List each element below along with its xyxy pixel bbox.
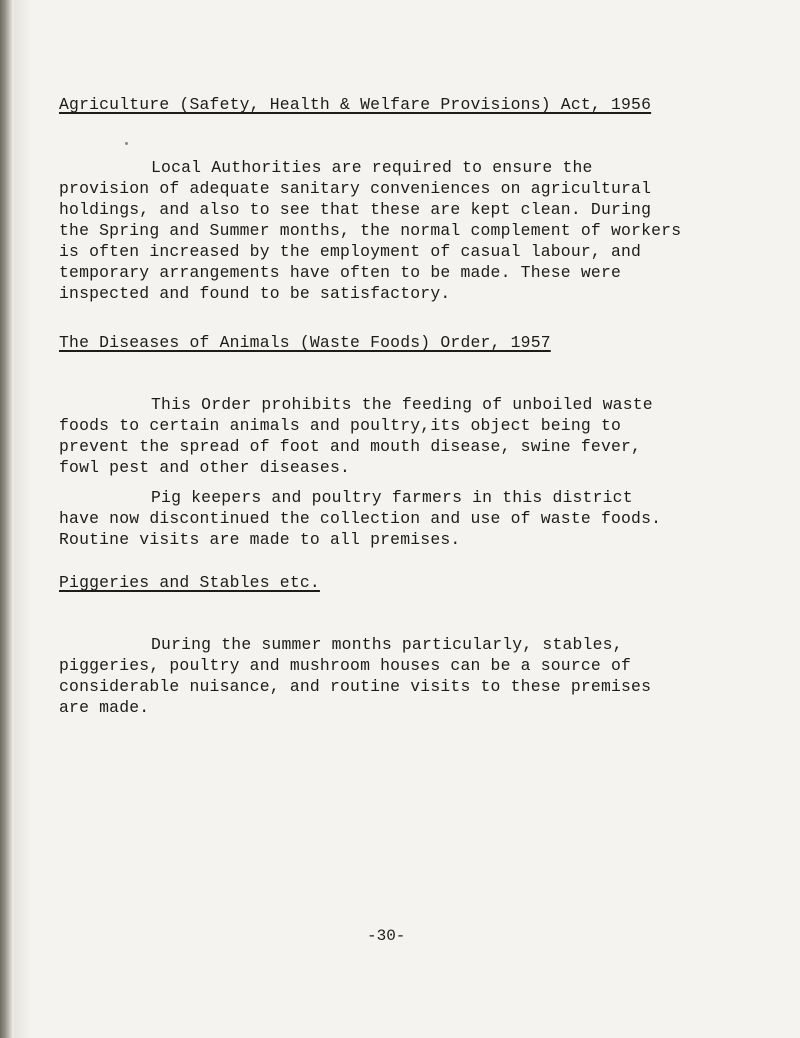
paragraph-piggeries-stables — [59, 634, 799, 718]
paragraph-line: foods to certain animals and poultry,its object being to — [59, 416, 622, 435]
page-number: -30- — [367, 927, 406, 945]
paragraph-line: Local Authorities are required to ensure the — [151, 158, 593, 177]
paragraph-line: piggeries, poultry and mushroom houses can be a source of — [59, 656, 632, 675]
page-edge-shade — [14, 0, 30, 1038]
paragraph-line: This Order prohibits the feeding of unboiled waste — [151, 395, 653, 414]
paragraph-line: During the summer months particularly, stables, — [151, 635, 623, 654]
paragraph-line: temporary arrangements have often to be made. These were — [59, 263, 622, 282]
paragraph-waste-foods-order — [59, 394, 799, 478]
paragraph-line: provision of adequate sanitary conveniences on agricultural — [59, 179, 652, 198]
paragraph-agriculture-act — [59, 157, 799, 304]
paragraph-line: have now discontinued the collection and use of waste foods. — [59, 509, 662, 528]
paragraph-line: Routine visits are made to all premises. — [59, 530, 461, 549]
paper-speck — [125, 142, 128, 145]
paragraph-line: prevent the spread of foot and mouth disease, swine fever, — [59, 437, 642, 456]
paragraph-line: the Spring and Summer months, the normal complement of workers — [59, 221, 682, 240]
paragraph-line: is often increased by the employment of casual labour, and — [59, 242, 642, 261]
paragraph-line: fowl pest and other diseases. — [59, 458, 351, 477]
paragraph-pig-keepers — [59, 487, 799, 550]
page-edge-shadow — [0, 0, 14, 1038]
paragraph-line: inspected and found to be satisfactory. — [59, 284, 451, 303]
section-heading-waste-foods-order: The Diseases of Animals (Waste Foods) Order, 1957 — [59, 333, 551, 352]
paragraph-line: considerable nuisance, and routine visits to these premises — [59, 677, 652, 696]
section-heading-agriculture-act: Agriculture (Safety, Health & Welfare Provisions) Act, 1956 — [59, 95, 652, 114]
paragraph-line: Pig keepers and poultry farmers in this district — [151, 488, 633, 507]
paragraph-line: holdings, and also to see that these are kept clean. During — [59, 200, 652, 219]
section-heading-piggeries-stables: Piggeries and Stables etc. — [59, 573, 320, 592]
paragraph-line: are made. — [59, 698, 150, 717]
